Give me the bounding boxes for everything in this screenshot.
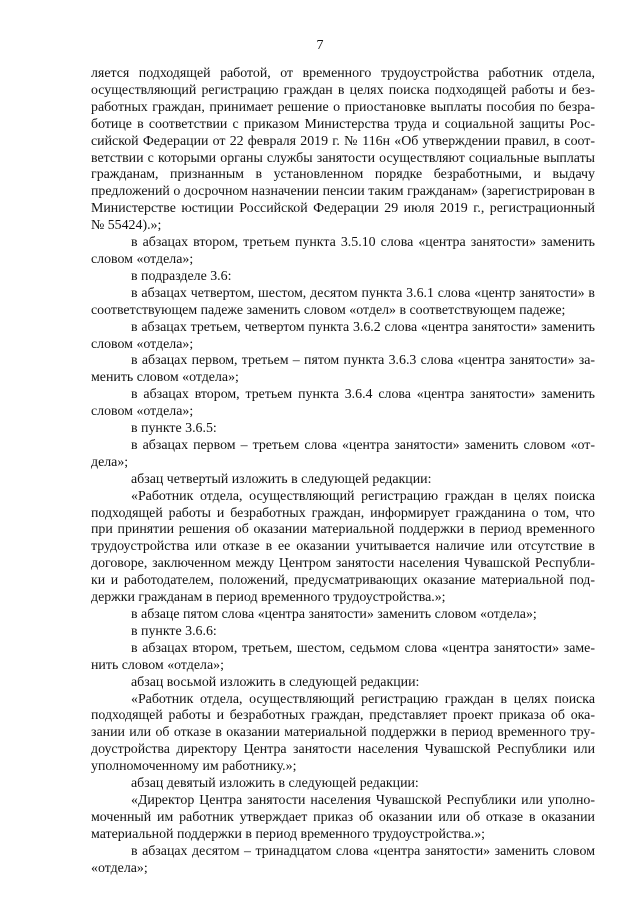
paragraph: ляется подходящей работой, от временного трудоустройства работник отдела, осуществляющий регистрацию граждан в целях поиска подходящей работы и безработных граждан, принимает решение о приостановке выплаты пособия по безработице в соответствии с приказом Министерства труда и социальной защиты Российской Федерации от 22 февраля 2019 г. № 116н «Об утверждении правил, в соответствии с которыми органы службы занятости осуществляют социальные выплаты гражданам, признанным в установленном порядке безработными, и выдачу предложений о досрочном назначении пенсии таким гражданам» (зарегистрирован в Министерстве юстиции Российской Федерации 29 июля 2019 г., регистрационный № 55424).»; xyxy=(91,66,595,234)
paragraph: в абзаце пятом слова «центра занятости» заменить словом «отдела»; xyxy=(131,607,537,622)
document-body xyxy=(91,66,595,878)
paragraph: в подразделе 3.6: xyxy=(131,268,232,284)
paragraph: «Работник отдела, осуществляющий регистрацию граждан в целях поиска подходящей работы и безработных граждан, представляет проект приказа об оказании или об отказе в оказании материальной поддержки в период временного трудоустройства директору Центра занятости населения Чувашской Республики или уполномоченному им работнику.»; xyxy=(91,691,595,775)
paragraph: в абзацах втором, третьем пункта 3.6.4 слова «центра занятости» заменить словом «отдела»; xyxy=(91,387,595,420)
paragraph: абзац четвертый изложить в следующей редакции: xyxy=(131,471,432,487)
paragraph: в абзацах втором, третьем, шестом, седьмом слова «центра занятости» заменить словом «отдела»; xyxy=(91,640,595,673)
paragraph: в абзацах втором, третьем пункта 3.5.10 слова «центра занятости» заменить словом «отдела»; xyxy=(91,235,595,267)
paragraph: в абзацах десятом – тринадцатом слова «центра занятости» заменить словом «отдела»; xyxy=(91,843,595,876)
paragraph: «Работник отдела, осуществляющий регистрацию граждан в целях поиска подходящей работы и безработных граждан, информирует гражданина о том, что при принятии решения об оказании материальной поддержки в период временного трудоустройства или отказе в ее оказании учитывается наличие или отсутствие в договоре, заключенном между Центром занятости населения Чувашской Республики и работодателем, положений, предусматривающих оказание материальной поддержки гражданам в период временного трудоустройства.»; xyxy=(91,488,595,606)
paragraph: в абзацах первом – третьем слова «центра занятости» заменить словом «отдела»; xyxy=(91,437,595,470)
paragraph: «Директор Центра занятости населения Чувашской Республики или уполномоченный им работник утверждает приказ об оказании или об отказе в оказании материальной поддержки в период временного трудоустройства.»; xyxy=(91,792,595,842)
paragraph: в абзацах четвертом, шестом, десятом пункта 3.6.1 слова «центр занятости» в соответствующем падеже заменить словом «отдел» в соответствующем падеже; xyxy=(91,285,595,318)
paragraph: в пункте 3.6.6: xyxy=(131,623,217,639)
paragraph: в абзацах первом, третьем – пятом пункта 3.6.3 слова «центра занятости» заменить словом «отдела»; xyxy=(91,353,595,386)
paragraph: абзац восьмой изложить в следующей редакции: xyxy=(131,674,420,690)
page-number: 7 xyxy=(316,38,324,53)
paragraph: в абзацах третьем, четвертом пункта 3.6.2 слова «центра занятости» заменить словом «отдела»; xyxy=(91,319,595,352)
paragraph: абзац девятый изложить в следующей редакции: xyxy=(131,776,419,792)
paragraph: в пункте 3.6.5: xyxy=(131,421,217,437)
